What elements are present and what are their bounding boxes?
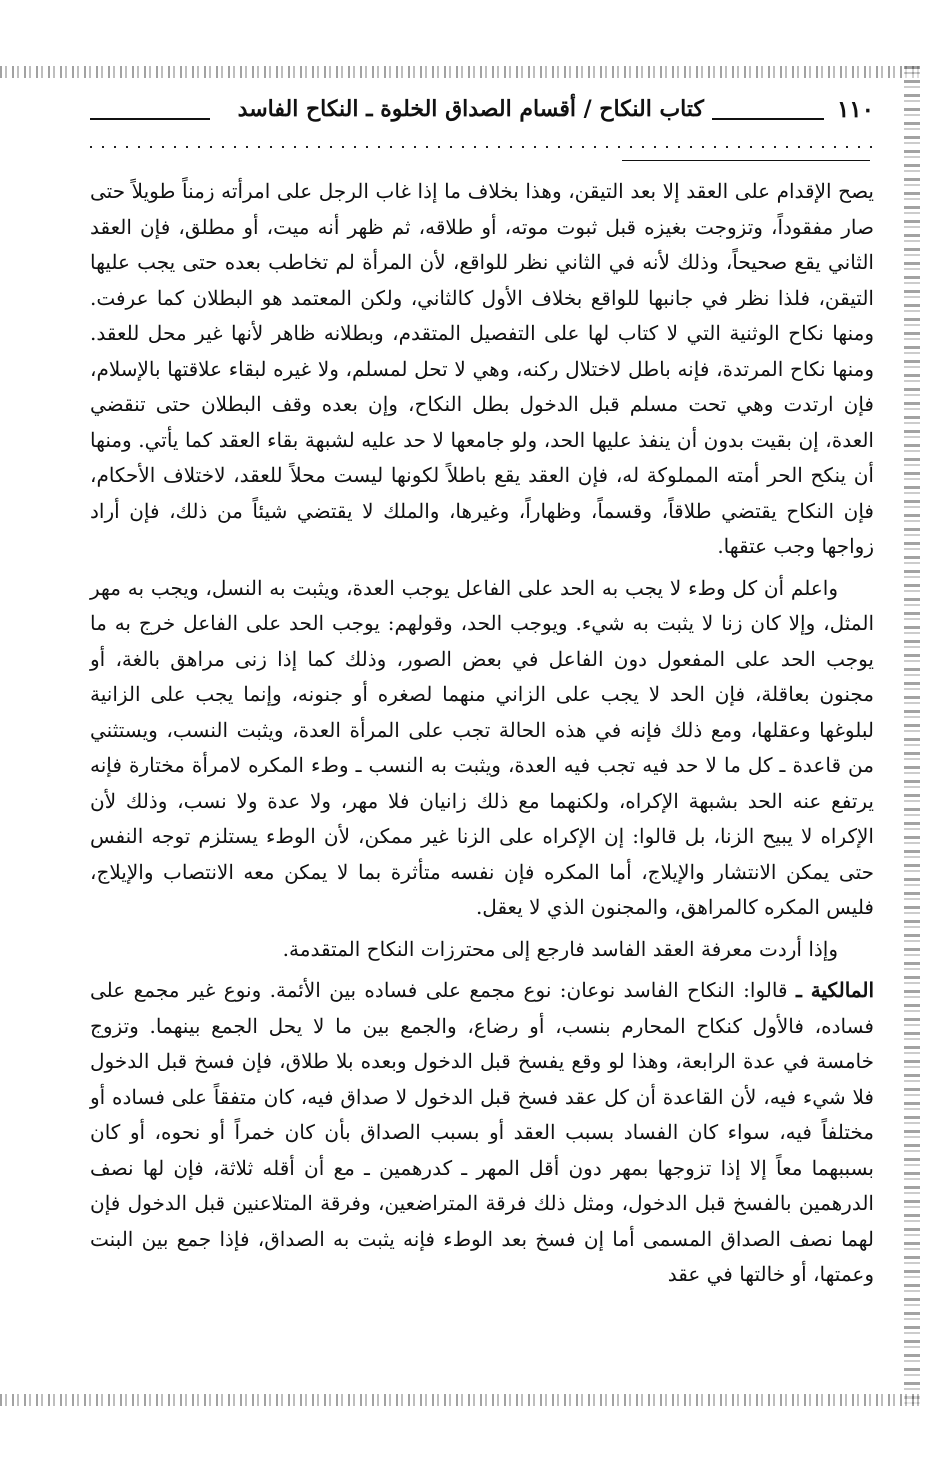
header-rule [90, 118, 210, 120]
dotted-divider [90, 146, 874, 148]
page-body [90, 174, 874, 1293]
paragraph: واعلم أن كل وطء لا يجب به الحد على الفاعل يوجب العدة، ويثبت به النسل، ويجب به مهر المثل، وإلا كان زنا لا يثبت به شيء. ويوجب الحد، وقولهم: يوجب الحد على الفاعل خرج به ما يوجب الحد على المفعول دون الفاعل في بعض الصور، وذلك كما إذا زنى مراهق بالغة، أو مجنون بعاقلة، فإن الحد لا يجب على الزاني منهما لصغره أو جنونه، وإنما يجب على الزانية لبلوغها وعقلها، ومع ذلك فإنه في هذه الحالة تجب على المرأة العدة، ويثبت النسب، ويستثني من قاعدة ـ كل ما لا حد فيه تجب فيه العدة، ويثبت به النسب ـ وطء المكره لامرأة مختارة فإنه يرتفع عنه الحد بشبهة الإكراه، ولكنهما مع ذلك زانيان فلا مهر، ولا عدة ولا نسب، وذلك لأن الإكراه لا يبيح الزنا، بل قالوا: إن الإكراه على الزنا غير ممكن، لأن الوطء يستلزم توجه النفس حتى يمكن الانتشار والإيلاج، أما المكره فإن نفسه متأثرة بما لا يمكن معه الانتصاب والإيلاج، فليس المكره كالمراهق، والمجنون الذي لا يعقل. [90, 575, 874, 919]
page-header [90, 96, 874, 130]
decorative-border-bottom [0, 1394, 920, 1406]
footnote-divider [622, 160, 870, 161]
page-number: ١١٠ [836, 96, 874, 123]
paragraph: يصح الإقدام على العقد إلا بعد التيقن، وهذا بخلاف ما إذا غاب الرجل على امرأته زمناً طويلاً حتى صار مفقوداً، وتزوجت بغيزه قبل ثبوت موته، أو طلاقه، ثم ظهر أنه ميت، أو مطلق، فإن العقد الثاني يقع صحيحاً، وذلك لأنه في الثاني نظر للواقع، لأن المرأة لم تخاطب بعده حتى يجب عليها التيقن، فلذا نظر في جانبها للواقع بخلاف الأول كالثاني، ولكن المعتمد هو البطلان كما عرفت. ومنها نكاح الوثنية التي لا كتاب لها على التفصيل المتقدم، وبطلانه ظاهر لأنها غير محل للعقد. ومنها نكاح المرتدة، فإنه باطل لاختلال ركنه، وهي لا تحل لمسلم، ولا غيره لبقاء علاقتها بالإسلام، فإن ارتدت وهي تحت مسلم قبل الدخول بطل النكاح، وإن بعده وقف البطلان حتى تنقضي العدة، إن بقيت بدون أن ينفذ عليها الحد، ولو جامعها لا حد عليه لشبهة بقاء العقد كما يأتي. ومنها أن ينكح الحر أمته المملوكة له، فإن العقد يقع باطلاً لكونها ليست محلاً للعقد، لاختلاف الأحكام، فإن النكاح يقتضي طلاقاً، وقسماً، وظهاراً، وغيرها، والملك لا يقتضي شيئاً من ذلك، فإن أراد زواجها وجب عتقها. [90, 179, 874, 558]
paragraph-text: قالوا: النكاح الفاسد نوعان: نوع مجمع على فساده بين الأئمة. ونوع غير مجمع على فساده، فالأول كنكاح المحارم بنسب، أو رضاع، والجمع بين ما لا يحل الجمع بينهما. وتزوج خامسة في عدة الرابعة، وهذا لو وقع يفسخ قبل الدخول وبعده بلا طلاق، فإن فسخ قبل الدخول فلا شيء فيه، لأن القاعدة أن كل عقد فسخ قبل الدخول لا صداق فيه، كان متفقاً على فساده أو مختلفاً فيه، سواء كان الفساد بسبب العقد أو بسبب الصداق بأن كان خمراً أو نحوه، أو كان بسببهما معاً إلا إذا تزوجها بمهر دون أقل المهر ـ كدرهمين ـ مع أن أقله ثلاثة، فإن لها نصف الدرهمين بالفسخ قبل الدخول، ومثل ذلك فرقة المتراضعين، وفرقة المتلاعنين قبل الدخول فإن لهما نصف الصداق المسمى أما إن فسخ بعد الوطء فإنه يثبت به الصداق، فإذا جمع بين البنت وعمتها، أو خالتها في عقد [90, 978, 874, 1286]
running-title: كتاب النكاح / أقسام الصداق الخلوة ـ النكاح الفاسد [237, 96, 704, 122]
decorative-border-side [904, 66, 920, 1406]
header-rule [712, 118, 824, 120]
paragraph: وإذا أردت معرفة العقد الفاسد فارجع إلى محترزات النكاح المتقدمة. [282, 936, 838, 961]
paragraph [90, 973, 874, 1293]
decorative-border-top [0, 66, 920, 78]
school-heading: المالكية ـ [795, 978, 874, 1002]
